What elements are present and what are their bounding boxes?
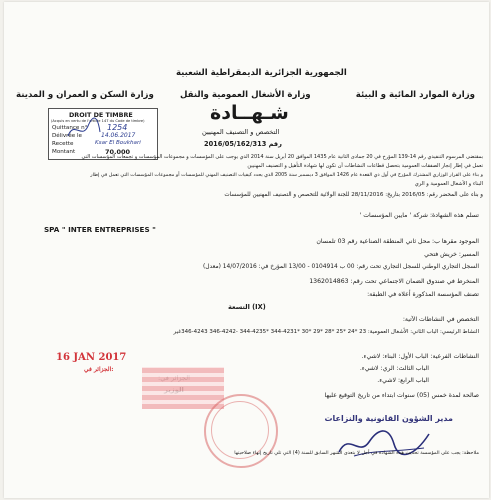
rank-value: (IX) التسعة: [228, 303, 266, 311]
preamble-line-4: البناء و الأشغال العمومية و الري: [414, 181, 483, 187]
stamp-title: DROIT DE TIMBRE: [69, 111, 133, 119]
montant-value: 70.000: [105, 148, 131, 156]
red-official-seal: [142, 367, 224, 409]
recette-label: Recette: [52, 141, 74, 147]
activities-intro: التخصص في النشاطات الآتية:: [402, 316, 479, 323]
date-stamp: 16 JAN 2017: [56, 352, 127, 363]
date-stamp-city: الجزائر في:: [84, 366, 114, 373]
directorate-title: مدير الشؤون القانونية والنزاعات: [324, 414, 453, 423]
validity-line: صالحة لمدة خمس (05) سنوات ابتداء من تاريخ التوقيع عليها: [324, 392, 479, 399]
country-title: الجمهورية الجزائرية الديمقراطية الشعبية: [176, 68, 347, 78]
company-manager: المسير: خريش فتحي: [424, 251, 479, 258]
ministry-public-works: وزارة الأشغال العمومية والنقل: [180, 90, 311, 100]
preamble-line-5: و بناء على المحضر رقم: 2016/05 بتاريخ: 28/11/2016 للجنة الولائية للتخصص و التصنيف المهنيين للمؤسسات: [224, 192, 483, 198]
footer-note: ملاحظة: يجب على المؤسسة تحديث هذه الشهادة في أجل لا يتعدى الشهر السابق للسنة (4) التي تلي تاريخ إنهاء صلاحيتها: [234, 450, 479, 456]
company-name: SPA " INTER ENTREPRISES ": [44, 225, 156, 234]
stamp-signature: [64, 114, 104, 144]
sub-activity-2: الباب الثالث: الري: لاشيء.: [359, 365, 429, 372]
ministry-housing: وزارة السكن و العمران و المدينة: [16, 90, 154, 100]
certificate-number: رقم 2016/05/162/313: [204, 140, 282, 148]
ministry-water: وزارة الموارد المائية و البيئة: [355, 90, 475, 100]
recette-value: Ksar El Boukhari: [95, 140, 141, 146]
delivree-label: Délivrée le: [52, 133, 83, 139]
quittance-label: Quittance n°: [52, 125, 88, 131]
granted-to: تسلم هذه الشهادة: شركة ' مايين المؤسسات ': [359, 212, 479, 219]
preamble-line-1: بمقتضى المرسوم التنفيذي رقم 14-139 المؤرخ في 20 جمادى الثانية عام 1435 الموافق 20 أبريل سنة 2014 الذي يوجب على المؤسسات و مجموعات المؤسسات و تجمعات المؤسسات التي: [81, 154, 483, 160]
rank-label: تصنف المؤسسة المذكورة أعلاه في الطبقة:: [367, 291, 479, 298]
preamble-line-2: تعمل في إطار إنجاز الصفقات العمومية بتحصل قطاعات النشاطات أن تكون لها شهادة التأهيل و التصنيف المهنيين: [247, 163, 483, 169]
delivree-value: 14.06.2017: [101, 132, 136, 139]
certificate-subtitle: التخصص و التصنيف المهنيين: [202, 128, 280, 136]
preamble-line-3: و بناء على القرار الوزاري المشترك المؤرخ في أول ذي القعدة عام 1426 الموافق 3 ديسمبر سنة 2005 الذي يحدد كيفيات التصنيف المهني للمؤسسات أو مجموعات المؤسسات التي تعمل في إطار: [90, 172, 483, 178]
sub-activity-1: النشاطات الفرعية: الباب الأول: البناء: لاشيء.: [361, 353, 479, 360]
stamp-note: (Acquis en vertu de l'article 147 du Code de timbre): [51, 119, 145, 123]
montant-label: Montant: [52, 149, 76, 155]
certificate-page: [4, 2, 489, 498]
quittance-value: 1254: [107, 123, 128, 132]
main-activity: النشاط الرئيسي: الباب الثاني: الأشغال العمومية: 23 *24 *25 *28 *29 *30 *4231-344 *4235-344 -4242-346 4243-346غير: [173, 329, 479, 335]
certificate-title: شـهــادة: [210, 102, 289, 124]
company-address: الموجود مقرها ب: محل ثاني المنطقة الصناعية رقم 03 تلمسان: [316, 238, 479, 245]
social-security-affiliation: المنخرط في صندوق الضمان الاجتماعي تحت رقم: 1362014863: [309, 278, 479, 285]
sub-activity-3: الباب الرابع: لاشيء.: [377, 377, 429, 384]
signature-scribble: [334, 422, 434, 462]
commercial-register: السجل التجاري الوطني للسجل التجاري تحت رقم: 00 ب 0104914 - 13/00 المؤرخ في: 14/07/2016 (معدل): [202, 264, 479, 270]
